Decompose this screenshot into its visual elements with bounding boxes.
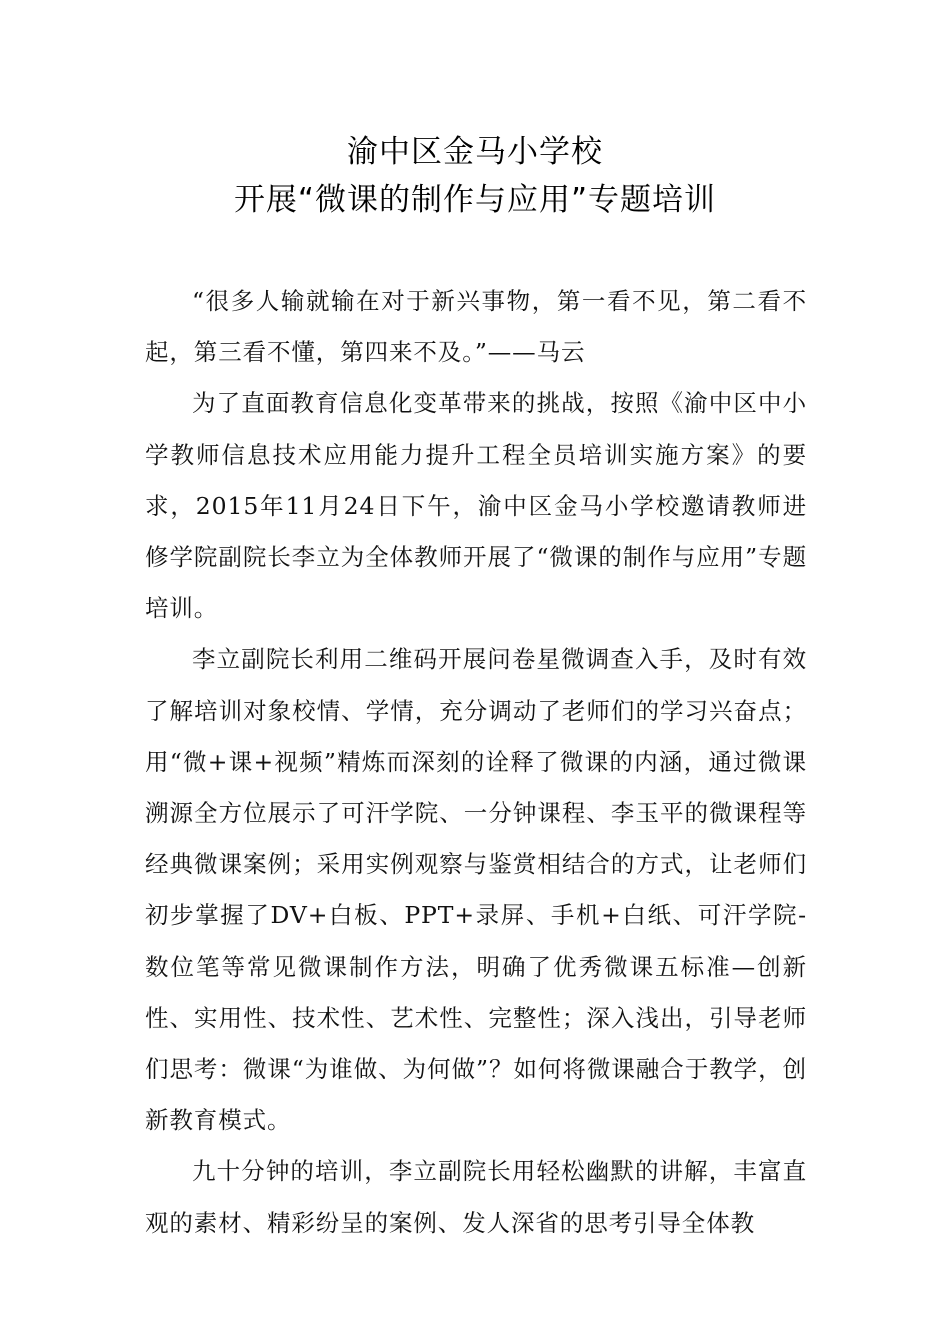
document-title bbox=[0, 128, 950, 224]
title-line-2: 开展“微课的制作与应用”专题培训 bbox=[233, 182, 717, 218]
document-body bbox=[145, 276, 807, 1249]
paragraph-background: 为了直面教育信息化变革带来的挑战，按照《渝中区中小学教师信息技术应用能力提升工程全员培训实施方案》的要求，2015年11月24日下午，渝中区金马小学校邀请教师进修学院副院长李立为全体教师开展了“微课的制作与应用”专题培训。 bbox=[145, 389, 807, 623]
paragraph-summary: 九十分钟的培训，李立副院长用轻松幽默的讲解，丰富直观的素材、精彩纷呈的案例、发人深省的思考引导全体教 bbox=[145, 1157, 807, 1237]
paragraph-quote: “很多人输就输在对于新兴事物，第一看不见，第二看不起，第三看不懂，第四来不及。”——马云 bbox=[145, 287, 807, 367]
paragraph-training-content: 李立副院长利用二维码开展问卷星微调查入手，及时有效了解培训对象校情、学情，充分调动了老师们的学习兴奋点；用“微+课+视频”精炼而深刻的诠释了微课的内涵，通过微课溯源全方位展示了可汗学院、一分钟课程、李玉平的微课程等经典微课案例；采用实例观察与鉴赏相结合的方式，让老师们初步掌握了DV+白板、PPT+录屏、手机+白纸、可汗学院-数位笔等常见微课制作方法，明确了优秀微课五标准—创新性、实用性、技术性、艺术性、完整性；深入浅出，引导老师们思考：微课“为谁做、为何做”？如何将微课融合于教学，创新教育模式。 bbox=[145, 645, 807, 1135]
title-line-1: 渝中区金马小学校 bbox=[347, 134, 603, 170]
